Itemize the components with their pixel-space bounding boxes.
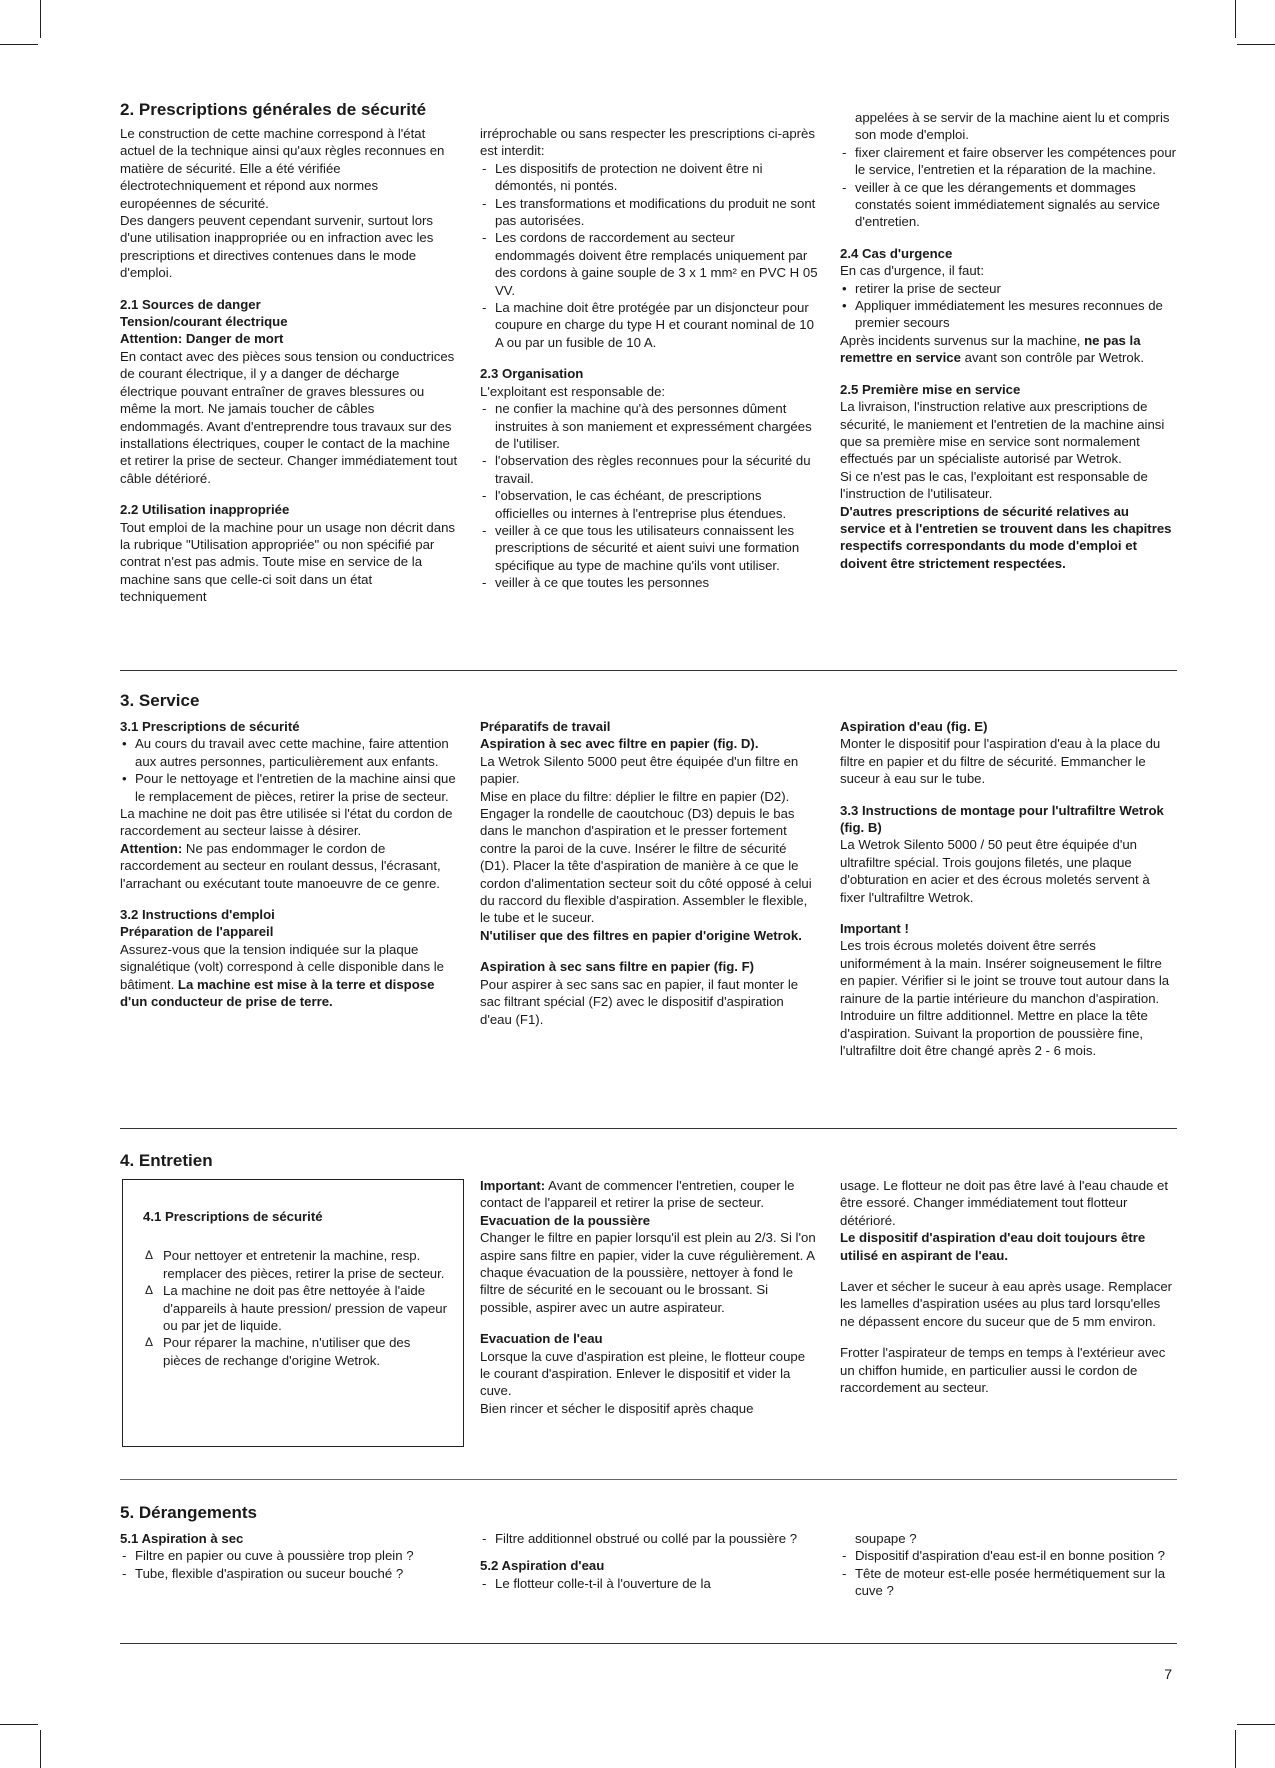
list-item: - Les dispositifs de protection ne doivent être ni démontés, ni pontés. [480,160,818,195]
paragraph: Si ce n'est pas le cas, l'exploitant est responsable de l'instruction de l'utilisateur. [840,468,1148,502]
paragraph: Des dangers peuvent cependant survenir, surtout lors d'une utilisation inappropriée ou en infraction avec les prescriptions et directives contenues dans le mode d'emploi. [120,213,434,281]
paragraph: Pour aspirer à sec sans sac en papier, il faut monter le sac filtrant spécial (F2) avec le dispositif d'aspiration d'eau (F1). [480,976,799,1027]
divider [120,1479,1177,1480]
column-3 [840,1177,1177,1396]
subheading: Aspiration à sec avec filtre en papier (fig. D). [480,736,759,752]
subheading: 2.3 Organisation [480,366,584,382]
dash-list [840,1547,1177,1599]
divider [120,1643,1177,1644]
list-item: - Filtre en papier ou cuve à poussière trop plein ? [120,1547,458,1564]
subheading: Aspiration d'eau (fig. E) [840,719,988,734]
subheading: Important ! [840,921,909,937]
paragraph: En cas d'urgence, il faut: [840,263,985,279]
paragraph: irréprochable ou sans respecter les prescriptions ci-après est interdit: [480,126,815,159]
paragraph: usage. Le flotteur ne doit pas être lavé à l'eau chaude et être essoré. Changer immédiatement tout flotteur détérioré. [840,1178,1169,1228]
dash-list [480,160,818,351]
list-item: Δ Pour réparer la machine, n'utiliser que des pièces de rechange d'origine Wetrok. [143,1334,448,1369]
section-general-safety [120,100,1177,660]
divider [120,1128,1177,1129]
subheading: Attention: Danger de mort [120,331,284,347]
list-item: - Tête de moteur est-elle posée hermétiquement sur la cuve ? [840,1565,1177,1600]
list-item: - veiller à ce que les dérangements et dommages constatés soient immédiatement signalés au service d'entretien. [840,179,1177,231]
crop-mark [40,0,41,38]
column-1 [120,1530,458,1582]
divider [120,670,1177,671]
paragraph: Laver et sécher le suceur à eau après usage. Remplacer les lamelles d'aspiration usées au plus tard lorsqu'elles ne dépassent encore du suceur que de 5 mm environ. [840,1279,1173,1329]
warning-list [143,1247,448,1369]
text: avant son contrôle par Wetrok. [960,350,1144,366]
subheading: 3.2 Instructions d'emploi [120,907,275,923]
paragraph: Monter le dispositif pour l'aspiration d'eau à la place du filtre en papier et du filtre de sécurité. Emmancher le suceur à eau sur le tube. [840,736,1161,787]
text: Ne pas endommager le cordon de raccordement au secteur en roulant dessus, l'écrasant, l'arrachant ou exécutant toute manoeuvre de ce genre. [120,840,441,891]
paragraph: La Wetrok Silento 5000 peut être équipée d'un filtre en papier. [480,753,799,787]
subheading: Evacuation de la poussière [480,1212,651,1228]
list-item: - fixer clairement et faire observer les compétences pour le service, l'entretien et la réparation de la machine. [840,144,1177,179]
column-3 [840,718,1177,1059]
section-troubleshooting [120,1503,1177,1643]
dash-list [840,144,1177,231]
list-item: - Les cordons de raccordement au secteur endommagés doivent être remplacés uniquement par des cordons à gaine souple de 3 x 1 mm² en PVC H 05 VV. [480,229,818,299]
text: Assurez-vous que la tension indiquée sur la plaque signalétique (volt) correspond à celle disponible dans le bâtiment. [120,941,445,992]
list-item: - Le flotteur colle-t-il à l'ouverture de la [480,1575,818,1592]
text: Avant de commencer l'entretien, couper le contact de l'appareil et retirer la prise de secteur. [480,1178,795,1211]
dash-list [480,400,818,591]
paragraph: Tout emploi de la machine pour un usage non décrit dans la rubrique "Utilisation appropriée" ou non spécifié par contrat n'est pas admis. Toute mise en service de la machine sans que celle-ci soit dans un état techniquement [120,519,456,605]
safety-box [122,1179,464,1447]
subheading: 3.1 Prescriptions de sécurité [120,719,300,734]
list-item: • Pour le nettoyage et l'entretien de la machine ainsi que le remplacement de pièces, retirer la prise de secteur. [120,770,458,805]
dash-list [120,1547,458,1582]
paragraph: Frotter l'aspirateur de temps en temps à l'extérieur avec un chiffon humide, en particulier aussi le cordon de raccordement au secteur. [840,1345,1166,1396]
emphasis: ne pas la remettre en service [840,332,1141,366]
crop-mark [1235,0,1236,38]
paragraph-bold: N'utiliser que des filtres en papier d'origine Wetrok. [480,927,802,943]
paragraph: L'exploitant est responsable de: [480,383,666,399]
subheading: 5.1 Aspiration à sec [120,1531,244,1546]
paragraph: Les trois écrous moletés doivent être serrés uniformément à la main. Insérer soigneusement le filtre en papier. Vérifier si le joint se trouve tout autour dans la rainure de la partie intérieure du manchon d'aspiration. Introduire un filtre additionnel. Mettre en place la tête d'aspiration. Suivant la proportion de poussière fine, l'ultrafiltre doit être changé après 2 - 6 mois. [840,938,1170,1058]
paragraph: Lorsque la cuve d'aspiration est pleine, le flotteur coupe le courant d'aspiration. Enlever le dispositif et vider la cuve. [480,1348,806,1399]
section-title: 3. Service [120,691,200,710]
dash-list [480,1530,818,1547]
paragraph: Changer le filtre en papier lorsqu'il est plein au 2/3. Si l'on aspire sans filtre en papier, vider la cuve régulièrement. A chaque évacuation de la poussière, nettoyer à fond le filtre de sécurité en le secouant ou le brossant. Si possible, aspirer avec un autre aspirateur. [480,1230,816,1315]
list-item: - l'observation, le cas échéant, de prescriptions officielles ou internes à l'entreprise plus étendues. [480,487,818,522]
crop-mark [0,44,38,45]
column-1 [120,125,458,606]
list-item: - Filtre additionnel obstrué ou collé par la poussière ? [480,1530,818,1547]
subheading: 3.3 Instructions de montage pour l'ultrafiltre Wetrok (fig. B) [840,802,1164,836]
section-title: 2. Prescriptions générales de sécurité [120,100,427,119]
paragraph [120,941,458,1011]
subheading: 2.4 Cas d'urgence [840,245,953,261]
paragraph: En contact avec des pièces sous tension ou conductrices de courant électrique, il y a danger de décharge électrique pouvant entraîner de graves blessures ou même la mort. Ne jamais toucher de câbles endommagés. Avant d'entreprendre tous travaux sur des installations électriques, couper le contact de la machine et retirer la prise de secteur. Changer immédiatement tout câble détérioré. [120,348,458,486]
emphasis: Important: [480,1178,546,1193]
crop-mark [0,1724,38,1725]
paragraph: appelées à se servir de la machine aient lu et compris son mode d'emploi. [855,110,1170,143]
paragraph-bold: D'autres prescriptions de sécurité relatives au service et à l'entretien se trouvent dans les chapitres respectifs correspondants du mode d'emploi et doivent être strictement respectées. [840,503,1172,571]
subheading: 2.2 Utilisation inappropriée [120,502,290,518]
paragraph: La Wetrok Silento 5000 / 50 peut être équipée d'un ultrafiltre spécial. Trois goujons filetés, une plaque d'obturation en acier et des écrous moletés servent à fixer l'ultrafiltre Wetrok. [840,837,1150,905]
crop-mark [40,1730,41,1768]
subheading: Préparatifs de travail [480,719,611,734]
paragraph [120,840,458,892]
list-item: Δ Pour nettoyer et entretenir la machine, resp. remplacer des pièces, retirer la prise de secteur. [143,1247,448,1282]
column-2 [480,718,818,1028]
column-2 [480,125,818,592]
list-item: - La machine doit être protégée par un disjoncteur pour coupure en charge du type H et courant nominal de 10 A ou par un fusible de 10 A. [480,299,818,351]
crop-mark [1235,1730,1236,1768]
paragraph [480,1177,818,1212]
list-item: • Appliquer immédiatement les mesures reconnues de premier secours [840,297,1177,332]
paragraph: La machine ne doit pas être utilisée si l'état du cordon de raccordement au secteur laisse à désirer. [120,806,453,839]
subheading: 2.5 Première mise en service [840,381,1021,397]
paragraph-bold: Le dispositif d'aspiration d'eau doit toujours être utilisé en aspirant de l'eau. [840,1230,1146,1263]
subheading: Aspiration à sec sans filtre en papier (fig. F) [480,959,755,975]
list-item: • Au cours du travail avec cette machine, faire attention aux autres personnes, particulièrement aux enfants. [120,735,458,770]
text: Après incidents survenus sur la machine, [840,332,1085,348]
subheading: Tension/courant électrique [120,314,288,330]
list-item: - l'observation des règles reconnues pour la sécurité du travail. [480,452,818,487]
subheading: Evacuation de l'eau [480,1331,603,1347]
bullet-list [840,280,1177,332]
subheading: Préparation de l'appareil [120,924,274,940]
column-3 [840,1530,1177,1600]
paragraph: La livraison, l'instruction relative aux prescriptions de sécurité, le maniement et l'entretien de la machine ainsi que sa première mise en service sont normalement effectués par un spécialiste autorisé par Wetrok. [840,399,1165,467]
emphasis: La machine est mise à la terre et dispose d'un conducteur de prise de terre. [120,976,435,1010]
subheading: 5.2 Aspiration d'eau [480,1558,605,1574]
paragraph: Mise en place du filtre: déplier le filtre en papier (D2). Engager la rondelle de caoutchouc (D3) depuis le bas dans le manchon d'aspiration et le presser fortement contre la paroi de la cuve. Insérer le filtre de sécurité (D1). Placer la tête d'aspiration de manière à ce que le cordon d'alimentation secteur soit du côté opposé à celui du raccord du flexible d'aspiration. Assembler le flexible, le tube et le suceur. [480,788,812,926]
section-maintenance [120,1151,1177,1471]
list-item: Δ La machine ne doit pas être nettoyée à l'aide d'appareils à haute pression/ pression de vapeur ou par jet de liquide. [143,1282,448,1334]
box-content [143,1208,448,1369]
emphasis: Attention: [120,840,183,856]
list-item: - Les transformations et modifications du produit ne sont pas autorisées. [480,195,818,230]
column-2 [480,1177,818,1417]
column-2 [480,1530,818,1592]
subheading: 4.1 Prescriptions de sécurité [143,1209,323,1224]
paragraph: Bien rincer et sécher le dispositif après chaque [480,1400,754,1416]
section-title: 5. Dérangements [120,1503,257,1522]
list-item: • retirer la prise de secteur [840,280,1177,297]
dash-list [480,1575,818,1592]
list-item: - veiller à ce que tous les utilisateurs connaissent les prescriptions de sécurité et aient suivi une formation spécifique au type de machine qu'ils vont utiliser. [480,522,818,574]
page-number: 7 [1164,1666,1172,1682]
crop-mark [1237,44,1275,45]
paragraph: soupape ? [855,1531,917,1546]
list-item: - Tube, flexible d'aspiration ou suceur bouché ? [120,1565,458,1582]
paragraph: Le construction de cette machine correspond à l'état actuel de la technique ainsi qu'aux règles reconnues en matière de sécurité. Elle a été vérifiée électrotechniquement et répond aux normes européennes de sécurité. [120,126,445,211]
subheading: 2.1 Sources de danger [120,296,261,312]
column-1 [120,718,458,1011]
bullet-list [120,735,458,805]
list-item: - ne confier la machine qu'à des personnes dûment instruites à son maniement et expressément chargées de l'utiliser. [480,400,818,452]
paragraph [840,332,1177,367]
section-title: 4. Entretien [120,1151,213,1170]
list-item: - veiller à ce que toutes les personnes [480,574,818,591]
list-item: - Dispositif d'aspiration d'eau est-il en bonne position ? [840,1547,1177,1564]
column-3 [840,109,1177,572]
section-service [120,691,1177,1111]
crop-mark [1237,1724,1275,1725]
